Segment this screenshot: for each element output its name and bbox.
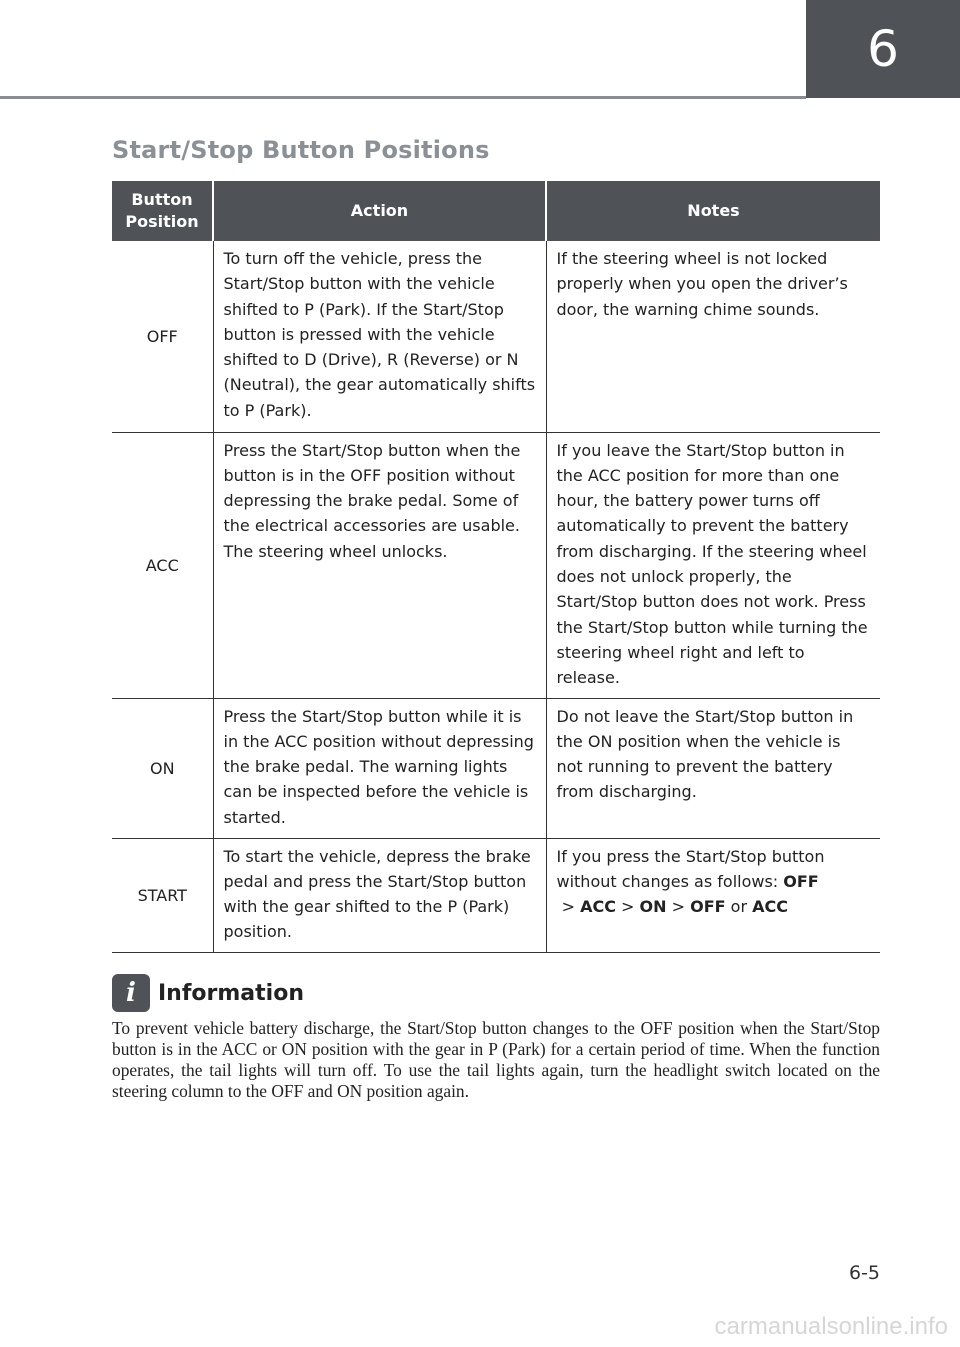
sequence-separator: > bbox=[556, 897, 581, 917]
header-notes: Notes bbox=[546, 181, 880, 241]
notes-cell bbox=[546, 838, 880, 952]
section-title: Start/Stop Button Positions bbox=[112, 136, 490, 164]
header-action: Action bbox=[213, 181, 546, 241]
chapter-number: 6 bbox=[867, 20, 899, 78]
table-header-row bbox=[112, 181, 880, 241]
information-icon: i bbox=[112, 974, 150, 1012]
notes-intro: If you press the Start/Stop button without changes as follows: bbox=[556, 846, 825, 891]
table-row bbox=[112, 698, 880, 838]
watermark: carmanualsonline.info bbox=[714, 1313, 948, 1340]
action-cell: To turn off the vehicle, press the Start/Stop button with the vehicle shifted to P (Park). If the Start/Stop button is pressed with the vehicle shifted to D (Drive), R (Reverse) or N (Neutral), the gear automatically shifts to P (Park). bbox=[213, 241, 546, 432]
position-cell: OFF bbox=[112, 241, 213, 432]
sequence-acc: ACC bbox=[580, 897, 616, 917]
sequence-acc-final: ACC bbox=[752, 897, 788, 917]
sequence-off-again: OFF bbox=[690, 897, 726, 917]
header-rule bbox=[0, 96, 806, 99]
position-cell: ACC bbox=[112, 432, 213, 698]
header-button-position: Button Position bbox=[112, 181, 213, 241]
action-cell: To start the vehicle, depress the brake pedal and press the Start/Stop button with the gear shifted to the P (Park) position. bbox=[213, 838, 546, 952]
page-number: 6-5 bbox=[848, 1262, 880, 1284]
notes-cell: Do not leave the Start/Stop button in the ON position when the vehicle is not running to prevent the battery from discharging. bbox=[546, 698, 880, 838]
sequence-separator: > bbox=[615, 897, 640, 917]
action-cell: Press the Start/Stop button when the button is in the OFF position without depressing the brake pedal. Some of the electrical accessories are usable. The steering wheel unlocks. bbox=[213, 432, 546, 698]
sequence-off: OFF bbox=[783, 871, 819, 891]
action-cell: Press the Start/Stop button while it is in the ACC position without depressing the brake pedal. The warning lights can be inspected before the vehicle is started. bbox=[213, 698, 546, 838]
notes-cell: If the steering wheel is not locked properly when you open the driver’s door, the warning chime sounds. bbox=[546, 241, 880, 432]
position-cell: START bbox=[112, 838, 213, 952]
button-positions-table bbox=[112, 181, 880, 953]
table-row bbox=[112, 241, 880, 432]
info-heading bbox=[112, 974, 304, 1012]
position-cell: ON bbox=[112, 698, 213, 838]
chapter-tab bbox=[806, 0, 960, 98]
table-row bbox=[112, 838, 880, 952]
sequence-separator: > bbox=[666, 897, 691, 917]
notes-cell: If you leave the Start/Stop button in the ACC position for more than one hour, the battery power turns off automatically to prevent the battery from discharging. If the steering wheel does not unlock properly, the Start/Stop button does not work. Press the Start/Stop button while turning the steering wheel right and left to release. bbox=[546, 432, 880, 698]
sequence-separator: or bbox=[725, 897, 753, 917]
info-body: To prevent vehicle battery discharge, the Start/Stop button changes to the OFF position when the Start/Stop button is in the ACC or ON position with the gear in P (Park) for a certain period of time. When the function operates, the tail lights will turn off. To use the tail lights again, turn the headlight switch located on the steering column to the OFF and ON position again. bbox=[112, 1018, 880, 1101]
table-row bbox=[112, 432, 880, 698]
sequence-on: ON bbox=[639, 897, 667, 917]
info-title: Information bbox=[158, 980, 304, 1006]
